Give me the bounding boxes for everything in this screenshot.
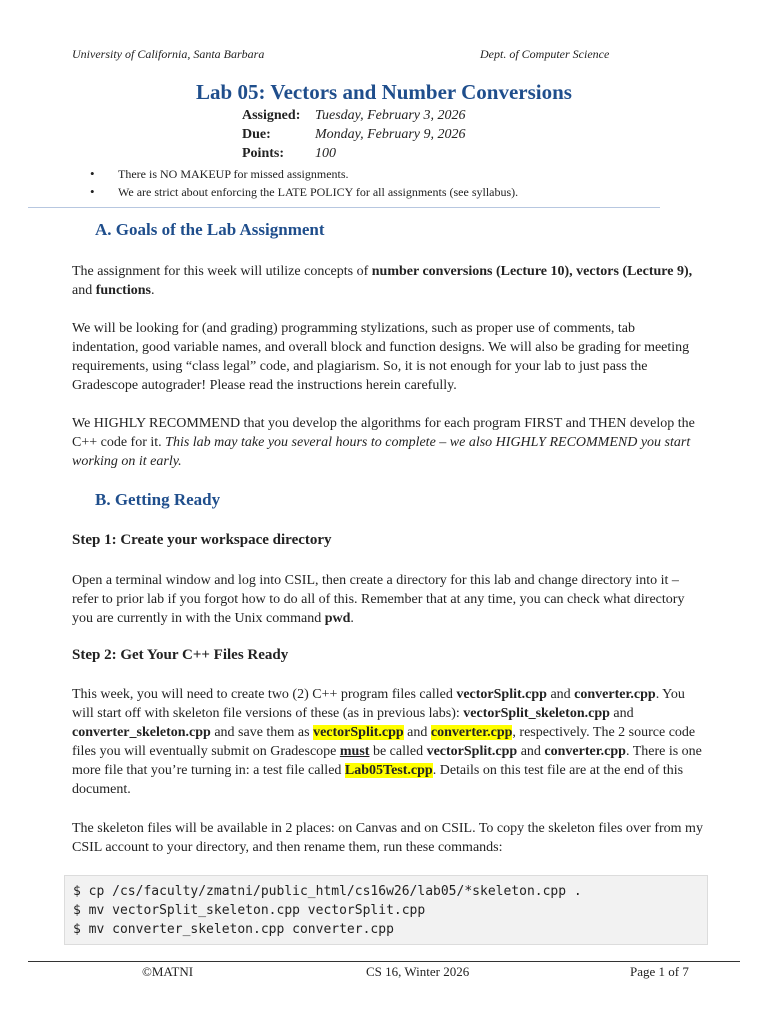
code-block <box>64 875 708 945</box>
highlighted-filename: vectorSplit.cpp <box>313 725 404 740</box>
meta-label: Points: <box>242 146 285 161</box>
footer-divider <box>28 961 740 962</box>
footer-course: CS 16, Winter 2026 <box>366 964 470 979</box>
notice-list <box>90 165 518 201</box>
header-university: University of California, Santa Barbara <box>72 47 265 61</box>
step-2-heading: Step 2: Get Your C++ Files Ready <box>72 647 289 663</box>
notice-item: • We are strict about enforcing the LATE POLICY for all assignments (see syllabus). <box>90 183 518 201</box>
page-title: Lab 05: Vectors and Number Conversions <box>196 80 572 104</box>
step-2-paragraph-2: The skeleton files will be available in 2 places: on Canvas and on CSIL. To copy the skeleton files over from my CSIL account to your directory, and then rename them, run these commands: <box>72 821 703 855</box>
code-line: $ mv vectorSplit_skeleton.cpp vectorSplit.cpp <box>73 903 426 918</box>
header-department: Dept. of Computer Science <box>480 47 610 61</box>
section-heading-goals: A. Goals of the Lab Assignment <box>95 220 325 239</box>
meta-label: Assigned: <box>242 108 301 123</box>
footer-page-number: Page 1 of 7 <box>630 964 689 979</box>
highlighted-filename: converter.cpp <box>430 725 513 740</box>
step-1-paragraph: Open a terminal window and log into CSIL, then create a directory for this lab and change directory into it – refer to prior lab if you forgot how to do all of this. Remember that at any time, you can check what directory you are currently in with the Unix command pwd. <box>72 573 685 626</box>
goals-paragraph-1: The assignment for this week will utilize concepts of number conversions (Lecture 10), vectors (Lecture 9), and functions. <box>72 264 693 298</box>
code-line: $ mv converter_skeleton.cpp converter.cpp <box>73 922 394 937</box>
meta-value: Tuesday, February 3, 2026 <box>315 108 466 123</box>
step-2-paragraph-1: This week, you will need to create two (2) C++ program files called vectorSplit.cpp and converter.cpp. You will start off with skeleton file versions of these (as in previous labs): vectorSplit_skeleton.cpp and converter_skeleton.cpp and save them as vectorSplit.cpp and converter.cpp, respectively. The 2 source code files you will eventually submit on Gradescope must be called vectorSplit.cpp and converter.cpp. There is one more file that you’re turning in: a test file called Lab05Test.cpp. Details on this test file are at the end of this document. <box>72 687 702 797</box>
meta-label: Due: <box>242 127 271 142</box>
goals-paragraph-2: We will be looking for (and grading) programming stylizations, such as proper use of comments, tab indentation, good variable names, and overall block and function designs. We will also be grading for meeting requirements, using “class legal” code, and plagiarism. So, it is not enough for your lab to just pass the Gradescope autograder! Please read the instructions herein carefully. <box>72 321 690 393</box>
code-line: $ cp /cs/faculty/zmatni/public_html/cs16w26/lab05/*skeleton.cpp . <box>73 884 582 899</box>
meta-value: Monday, February 9, 2026 <box>315 127 466 142</box>
goals-paragraph-3: We HIGHLY RECOMMEND that you develop the algorithms for each program FIRST and THEN develop the C++ code for it. This lab may take you several hours to complete – we also HIGHLY RECOMMEND you start working on it early. <box>72 416 695 469</box>
meta-value: 100 <box>315 146 336 161</box>
highlighted-filename: Lab05Test.cpp <box>344 763 433 778</box>
notice-item: • There is NO MAKEUP for missed assignments. <box>90 165 518 183</box>
step-1-heading: Step 1: Create your workspace directory <box>72 532 332 548</box>
section-heading-getting-ready: B. Getting Ready <box>95 490 221 509</box>
footer-copyright: ©MATNI <box>142 964 194 979</box>
divider <box>28 207 660 208</box>
